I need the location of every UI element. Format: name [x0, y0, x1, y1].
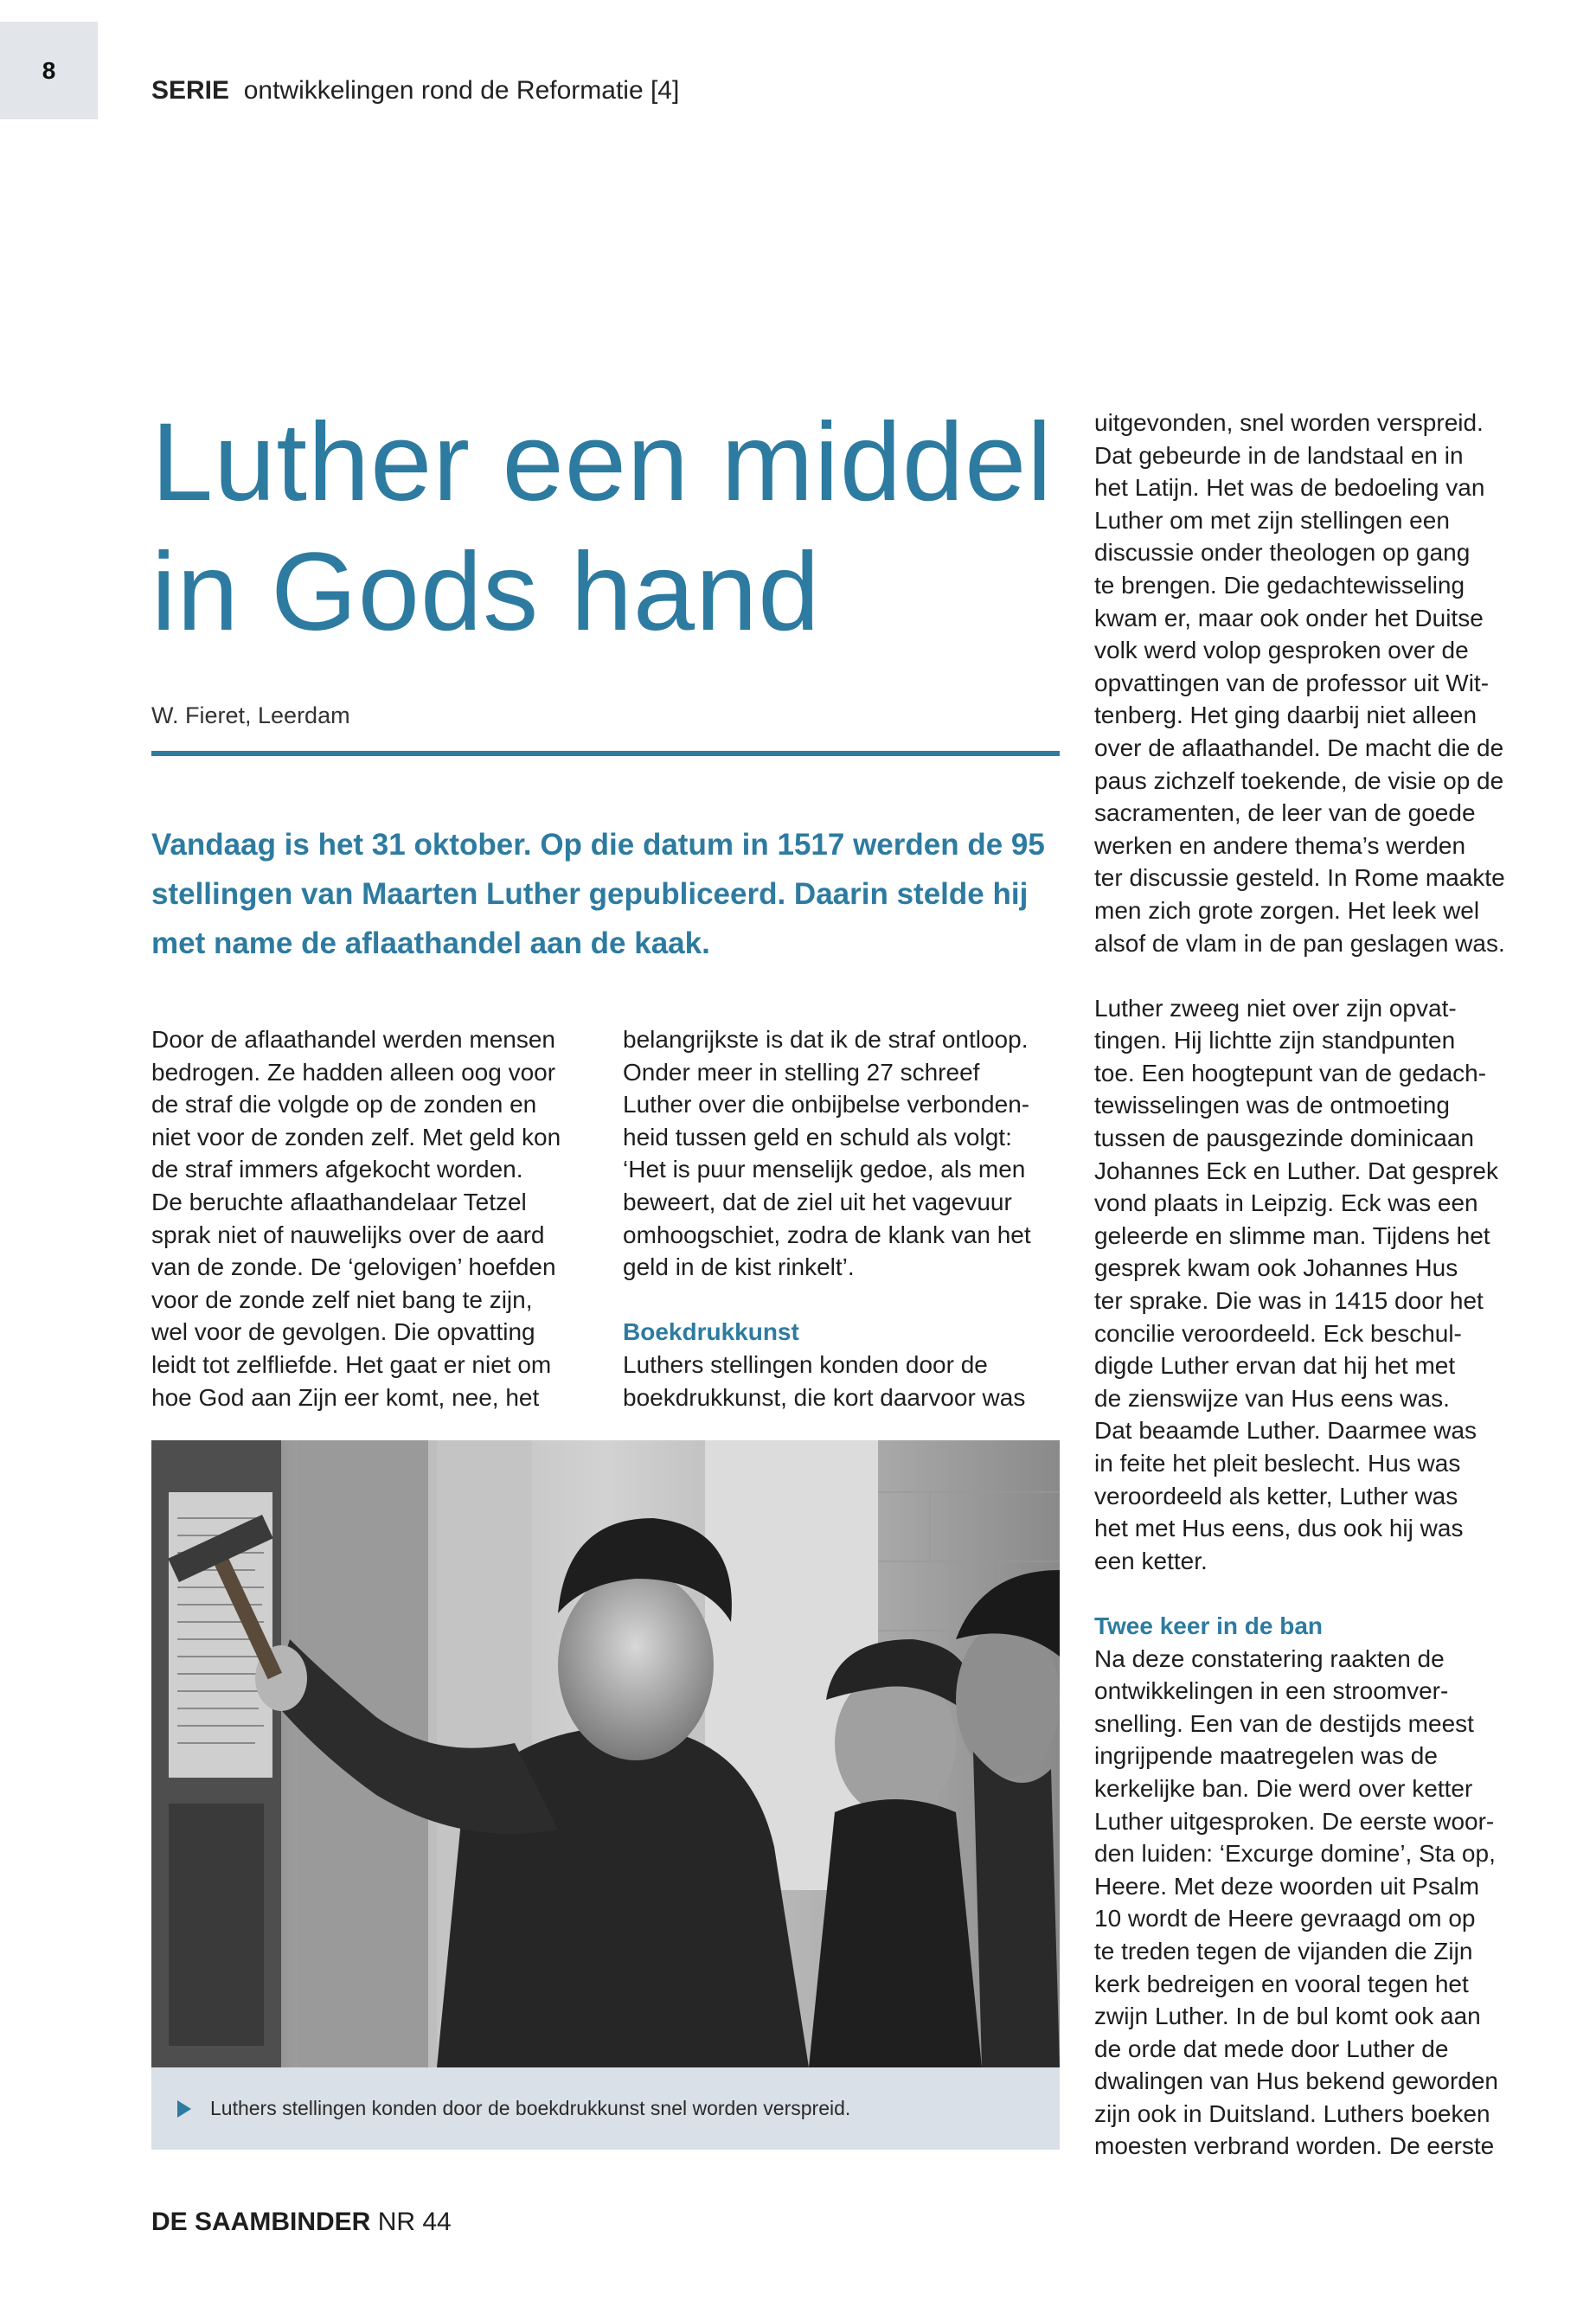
col3-text-a: [1094, 407, 1544, 959]
caption-arrow-icon: [177, 2100, 191, 2118]
text-line: beweert, dat de ziel uit het vagevuur: [623, 1188, 1012, 1215]
text-line: Dat gebeurde in de landstaal en in: [1094, 441, 1464, 469]
text-line: ‘Het is puur menselijk gedoe, als men: [623, 1156, 1026, 1183]
text-line: de orde dat mede door Luther de: [1094, 2035, 1449, 2062]
col2-text-b: [623, 1349, 1064, 1413]
text-line: de straf die volgde op de zonden en: [151, 1091, 537, 1118]
text-line: Luthers stellingen konden door de: [623, 1350, 988, 1378]
text-line: Luther over die onbijbelse verbonden-: [623, 1091, 1030, 1118]
issue-number: NR 44: [377, 2208, 452, 2236]
text-line: sacramenten, de leer van de goede: [1094, 799, 1476, 827]
text-line: te brengen. Die gedachtewisseling: [1094, 571, 1465, 599]
text-line: kerk bedreigen en vooral tegen het: [1094, 1970, 1469, 1997]
text-line: ter discussie gesteld. In Rome maakte: [1094, 864, 1505, 892]
magazine-name: DE SAAMBINDER: [151, 2208, 371, 2236]
col2-text-a: [623, 1023, 1064, 1284]
text-line: geleerde en slimme man. Tijdens het: [1094, 1221, 1490, 1249]
text-line: den luiden: ‘Excurge domine’, Sta op,: [1094, 1840, 1496, 1868]
text-line: kerkelijke ban. Die werd over ketter: [1094, 1774, 1473, 1802]
text-line: gesprek kwam ook Johannes Hus: [1094, 1254, 1458, 1282]
text-line: discussie onder theologen op gang: [1094, 539, 1471, 567]
subhead-twee-keer-in-de-ban: Twee keer in de ban: [1094, 1612, 1324, 1639]
text-line: Johannes Eck en Luther. Dat gesprek: [1094, 1157, 1498, 1184]
text-line: uitgevonden, snel worden verspreid.: [1094, 409, 1484, 436]
text-line: toe. Een hoogtepunt van de gedach-: [1094, 1059, 1487, 1086]
text-line: digde Luther ervan dat hij het met: [1094, 1352, 1456, 1380]
text-line: het met Hus eens, dus ook hij was: [1094, 1515, 1464, 1542]
page-number: 8: [0, 22, 98, 119]
text-line: het Latijn. Het was de bedoeling van: [1094, 474, 1485, 502]
text-line: snelling. Een van de destijds meest: [1094, 1709, 1474, 1737]
text-line: heid tussen geld en schuld als volgt:: [623, 1123, 1012, 1150]
text-line: Dat beaamde Luther. Daarmee was: [1094, 1417, 1477, 1445]
text-line: niet voor de zonden zelf. Met geld kon: [151, 1123, 561, 1150]
lead-paragraph: Vandaag is het 31 oktober. Op die datum in 1517 werden de 95 stellingen van Maarten Luther gepubliceerd. Daarin stelde hij met name de aflaathandel aan de kaak.: [151, 828, 1045, 960]
column-3: [1094, 407, 1544, 2163]
text-line: paus zichzelf toekende, de visie op de: [1094, 766, 1504, 794]
series-title: ontwikkelingen rond de Reformatie [4]: [243, 76, 680, 105]
text-line: van de zonde. De ‘gelovigen’ hoefden: [151, 1253, 556, 1281]
text-line: ontwikkelingen in een stroomver-: [1094, 1677, 1449, 1705]
text-line: de zienswijze van Hus eens was.: [1094, 1384, 1450, 1412]
text-line: tenberg. Het ging daarbij niet alleen: [1094, 702, 1477, 729]
text-line: veroordeeld als ketter, Luther was: [1094, 1482, 1458, 1509]
text-line: hoe God aan Zijn eer komt, nee, het: [151, 1383, 540, 1411]
text-line: in feite het pleit beslecht. Hus was: [1094, 1450, 1461, 1477]
text-line: Heere. Met deze woorden uit Psalm: [1094, 1872, 1480, 1900]
text-line: dwalingen van Hus bekend geworden: [1094, 2067, 1498, 2095]
text-line: concilie veroordeeld. Eck beschul-: [1094, 1319, 1462, 1347]
text-line: voor de zonde zelf niet bang te zijn,: [151, 1285, 533, 1313]
text-line: ingrijpende maatregelen was de: [1094, 1742, 1438, 1770]
series-header: [151, 76, 679, 106]
article-title: [151, 398, 1068, 657]
text-line: tussen de pausgezinde dominicaan: [1094, 1125, 1474, 1152]
text-line: alsof de vlam in de pan geslagen was.: [1094, 929, 1505, 957]
text-line: over de aflaathandel. De macht die de: [1094, 734, 1504, 761]
text-line: te treden tegen de vijanden die Zijn: [1094, 1937, 1473, 1965]
text-line: wel voor de gevolgen. Die opvatting: [151, 1318, 535, 1346]
text-line: sprak niet of nauwelijks over de aard: [151, 1221, 545, 1248]
col1-text: [151, 1023, 601, 1413]
column-2: [623, 1023, 1064, 1413]
photo-caption: [151, 2067, 1060, 2150]
text-line: Luther zweeg niet over zijn opvat-: [1094, 994, 1457, 1022]
text-line: de straf immers afgekocht worden.: [151, 1156, 523, 1183]
title-divider: [151, 751, 1060, 756]
footer: [151, 2208, 452, 2237]
series-label: SERIE: [151, 76, 230, 105]
article-photo: [151, 1440, 1060, 2067]
author-byline: W. Fieret, Leerdam: [151, 702, 350, 728]
text-line: men zich grote zorgen. Het leek wel: [1094, 896, 1480, 924]
col3-text-b: [1094, 992, 1544, 1578]
text-line: bedrogen. Ze hadden alleen oog voor: [151, 1058, 556, 1086]
text-line: belangrijkste is dat ik de straf ontloop.: [623, 1026, 1029, 1053]
text-line: boekdrukkunst, die kort daarvoor was: [623, 1383, 1026, 1411]
text-line: moesten verbrand worden. De eerste: [1094, 2132, 1495, 2160]
text-line: vond plaats in Leipzig. Eck was een: [1094, 1189, 1478, 1217]
text-line: opvattingen van de professor uit Wit-: [1094, 669, 1490, 696]
text-line: Na deze constatering raakten de: [1094, 1644, 1445, 1672]
text-line: Luther uitgesproken. De eerste woor-: [1094, 1807, 1495, 1835]
text-line: zwijn Luther. In de bul komt ook aan: [1094, 2003, 1481, 2030]
text-line: De beruchte aflaathandelaar Tetzel: [151, 1188, 527, 1215]
text-line: kwam er, maar ook onder het Duitse: [1094, 604, 1484, 631]
text-line: Onder meer in stelling 27 schreef: [623, 1058, 980, 1086]
text-line: leidt tot zelfliefde. Het gaat er niet om: [151, 1350, 552, 1378]
luther-painting-image: [151, 1440, 1060, 2067]
text-line: ter sprake. Die was in 1415 door het: [1094, 1287, 1484, 1315]
text-line: 10 wordt de Heere gevraagd om op: [1094, 1905, 1476, 1932]
text-line: tingen. Hij lichtte zijn standpunten: [1094, 1027, 1456, 1054]
text-line: geld in de kist rinkelt’.: [623, 1253, 855, 1281]
caption-text: Luthers stellingen konden door de boekdrukkunst snel worden verspreid.: [210, 2097, 851, 2119]
text-line: volk werd volop gesproken over de: [1094, 637, 1469, 664]
title-line-1: Luther een middel: [151, 401, 1053, 524]
text-line: tewisselingen was de ontmoeting: [1094, 1092, 1450, 1119]
title-line-2: in Gods hand: [151, 530, 821, 654]
col3-text-c: [1094, 1643, 1544, 2163]
text-line: Door de aflaathandel werden mensen: [151, 1026, 555, 1053]
text-line: omhoogschiet, zodra de klank van het: [623, 1221, 1031, 1248]
text-line: Luther om met zijn stellingen een: [1094, 506, 1450, 534]
text-line: werken en andere thema’s werden: [1094, 831, 1466, 859]
subhead-boekdrukkunst: Boekdrukkunst: [623, 1318, 799, 1346]
text-line: zijn ook in Duitsland. Luthers boeken: [1094, 2099, 1490, 2127]
column-1: [151, 1023, 601, 1413]
text-line: een ketter.: [1094, 1547, 1208, 1574]
